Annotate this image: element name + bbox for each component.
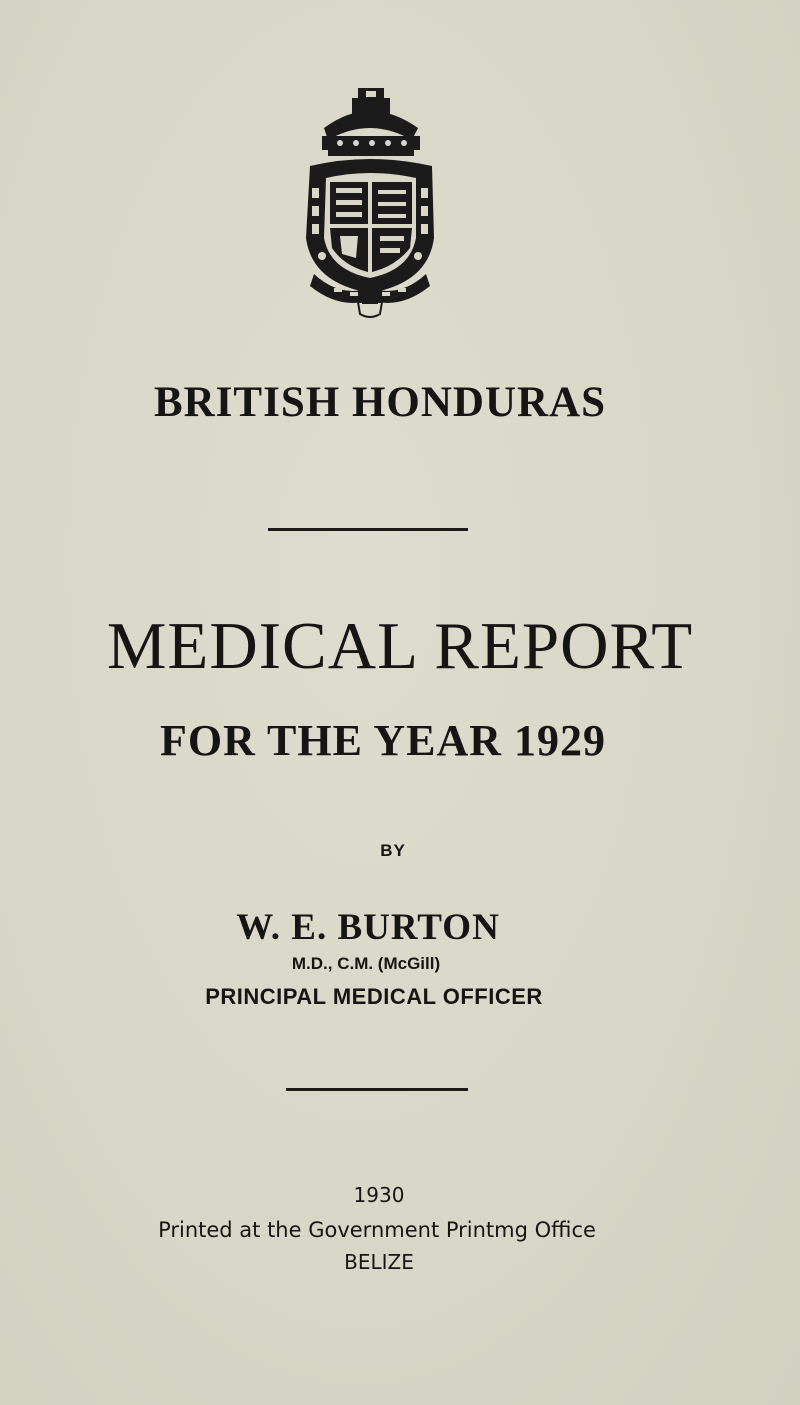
publication-year: 1930	[353, 1183, 405, 1207]
divider-rule-top	[268, 528, 468, 531]
by-label: BY	[380, 841, 406, 860]
report-title: MEDICAL REPORT	[106, 609, 694, 683]
author-name: W. E. BURTON	[236, 907, 500, 948]
royal-coat-of-arms-icon	[300, 88, 440, 320]
printer-line: Printed at the Government Printmg Office	[158, 1218, 596, 1242]
divider-rule-bottom	[286, 1088, 468, 1091]
publication-place: BELIZE	[344, 1250, 414, 1274]
colony-name: BRITISH HONDURAS	[153, 379, 607, 426]
report-subtitle: FOR THE YEAR 1929	[159, 716, 607, 765]
author-office: PRINCIPAL MEDICAL OFFICER	[205, 984, 543, 1009]
author-degrees: M.D., C.M. (McGill)	[291, 954, 441, 973]
